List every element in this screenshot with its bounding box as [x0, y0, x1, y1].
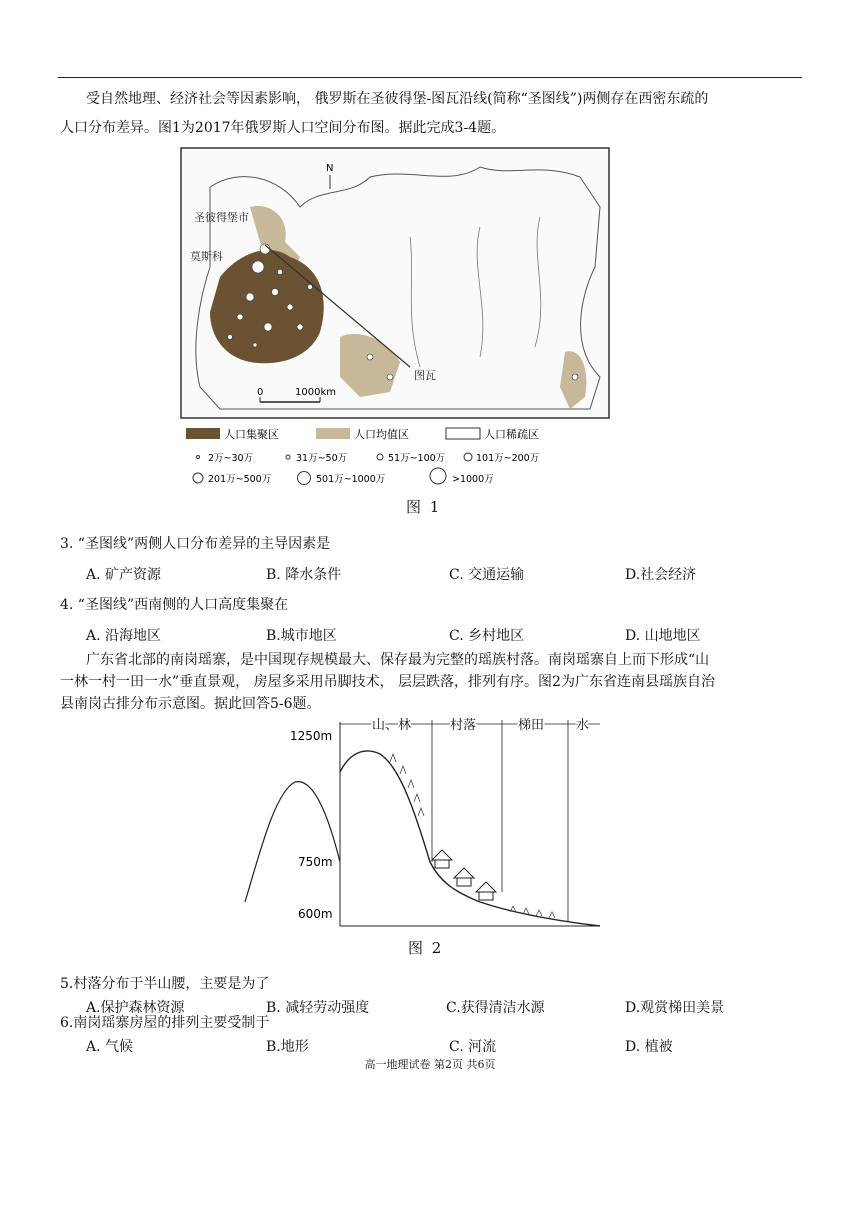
legend-size-symbol — [430, 468, 446, 484]
legend-sparse-swatch — [446, 428, 480, 439]
zone-mountain-forest: 山、林 — [372, 718, 412, 733]
q6-stem: 6.南岗瑶寨房屋的排列主要受制于 — [60, 1015, 270, 1031]
intro2-line3: 县南岗古排分布示意图。据此回答5-6题。 — [60, 696, 321, 712]
q4-option-b: B.城市地区 — [266, 628, 337, 644]
elev-1250: 1250m — [290, 729, 333, 743]
q3-stem: 3. “圣图线”两侧人口分布差异的主导因素是 — [60, 536, 331, 552]
legend-size-label: 501万~1000万 — [316, 474, 386, 485]
q6-option-b: B.地形 — [266, 1039, 309, 1055]
intro2-line2: 一林一村一田一水”垂直景观， 房屋多采用吊脚技术， 层层跌落，排列有序。图2为广东省连南县瑶族自治 — [60, 674, 715, 690]
q5-option-a: A.保护森林资源 — [86, 1000, 185, 1016]
figure2-nangang-profile — [240, 712, 610, 934]
legend-average-label: 人口均值区 — [354, 428, 409, 441]
q4-option-c: C. 乡村地区 — [449, 628, 525, 644]
legend-size-label: 51万~100万 — [388, 453, 446, 464]
q3-option-d: D.社会经济 — [625, 567, 697, 583]
legend-size-label: 101万~200万 — [476, 453, 540, 464]
label-tuva: 图瓦 — [414, 369, 436, 382]
legend-sparse-label: 人口稀疏区 — [484, 428, 539, 441]
north-arrow-label: N — [326, 163, 334, 174]
legend-dense-label: 人口集聚区 — [224, 428, 279, 441]
legend-average-swatch — [316, 428, 350, 439]
legend-size-symbol — [197, 456, 200, 459]
q6-option-a: A. 气候 — [86, 1039, 134, 1055]
intro2-line1: 广东省北部的南岗瑶寨，是中国现存规模最大、保存最为完整的瑶族村落。南岗瑶寨自上而下形成“山 — [86, 652, 710, 668]
legend-size-symbol — [193, 473, 203, 483]
legend-size-symbol — [286, 455, 290, 459]
q5-option-d: D.观赏梯田美景 — [625, 1000, 725, 1016]
legend-size-symbol — [298, 472, 311, 485]
mountain-slope — [340, 751, 600, 926]
q5-option-b: B. 减轻劳动强度 — [266, 1000, 370, 1016]
q4-stem: 4. “圣图线”西南侧的人口高度集聚在 — [60, 597, 289, 613]
intro1-line1: 受自然地理、经济社会等因素影响， 俄罗斯在圣彼得堡-图瓦沿线(简称“圣图线”)两侧存在西密东疏的 — [86, 91, 709, 107]
label-moscow: 莫斯科 — [190, 250, 223, 263]
scale-zero: 0 — [257, 387, 264, 398]
zone-water: 水 — [576, 718, 590, 733]
legend-size-symbol — [377, 454, 383, 460]
legend-size-symbol — [464, 453, 472, 461]
q3-option-a: A. 矿产资源 — [86, 567, 162, 583]
q4-option-a: A. 沿海地区 — [86, 628, 162, 644]
legend-size-label: >1000万 — [452, 474, 494, 485]
elev-600: 600m — [298, 907, 333, 921]
village-houses — [432, 850, 496, 900]
figure1-russia-population-map — [180, 147, 610, 487]
q4-option-d: D. 山地地区 — [625, 628, 701, 644]
q3-option-b: B. 降水条件 — [266, 567, 342, 583]
q6-option-c: C. 河流 — [449, 1039, 497, 1055]
q5-option-c: C.获得清洁水源 — [446, 1000, 545, 1016]
elev-750: 750m — [298, 855, 333, 869]
page-footer: 高一地理试卷 第2页 共6页 — [364, 1058, 496, 1071]
legend-size-label: 201万~500万 — [208, 474, 272, 485]
intro1-line2: 人口分布差异。图1为2017年俄罗斯人口空间分布图。据此完成3-4题。 — [60, 120, 506, 136]
zone-terrace: 梯田 — [518, 718, 545, 733]
figure2-caption: 图 2 — [408, 939, 444, 957]
q3-option-c: C. 交通运输 — [449, 567, 525, 583]
zone-village: 村落 — [450, 718, 477, 733]
q5-stem: 5.村落分布于半山腰，主要是为了 — [60, 976, 270, 992]
legend-size-label: 2万~30万 — [208, 453, 254, 464]
scale-km: 1000km — [295, 387, 336, 398]
figure1-caption: 图 1 — [406, 498, 442, 516]
q6-option-d: D. 植被 — [625, 1039, 673, 1055]
label-spb: 圣彼得堡市 — [194, 211, 249, 224]
header-rule — [58, 77, 802, 78]
legend-dense-swatch — [186, 428, 220, 439]
legend-size-label: 31万~50万 — [296, 453, 348, 464]
